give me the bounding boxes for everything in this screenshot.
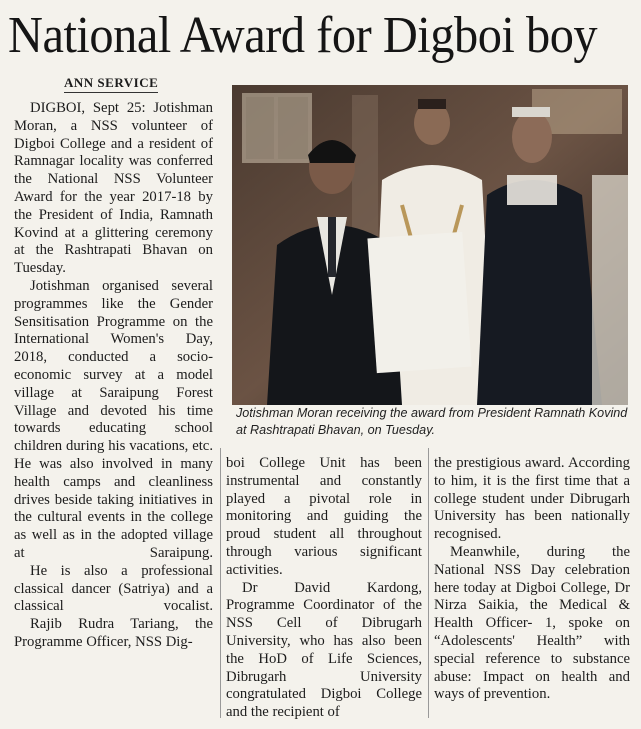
paragraph: Meanwhile, during the National NSS Day celebration here today at Digboi College, Dr Nirza Saikia, the Medical & Health Officer- 1, spoke on “Adolescents' Health” with special reference to substance abuse: Impact on health and ways of prevention. — [434, 543, 630, 703]
article-column-2 — [226, 455, 422, 722]
paragraph: DIGBOI, Sept 25: Jotishman Moran, a NSS volunteer of Digboi College and a resident of Ramnagar locality was conferred the National NSS Volunteer Award for the year 2017-18 by the President of India, Ramnath Kovind at a glittering ceremony at the Rashtrapati Bhavan on Tuesday. — [14, 100, 213, 277]
paragraph: the prestigious award. According to him, it is the first time that a college student under Dibrugarh University has been nationally recognised. — [434, 455, 630, 543]
photo — [232, 85, 628, 405]
paragraph: Dr David Kardong, Programme Coordinator of the NSS Cell of Dibrugarh University, who has also been the HoD of Life Sciences, Dibrugarh University congratulated Digboi College and the recipient of — [226, 579, 422, 721]
byline: ANN SERVICE — [64, 75, 158, 93]
certificate-icon — [367, 232, 471, 373]
paragraph: boi College Unit has been instrumental and constantly played a pivotal role in monitoring and guiding the proud student all throughout through various significant activities. — [226, 455, 422, 578]
paragraph: Jotishman organised several programmes like the Gender Sensitisation Programme on the International Women's Day, 2018, conducted a socio-economic survey at a model village at Saraipung Forest Village and devoted his time towards educating school children during his vacations, etc. He was also involved in many health camps and cleanliness drives beside taking initiatives in the cultural events in the college as well as in the adopted village at Saraipung. — [14, 277, 213, 561]
column-divider — [428, 448, 429, 718]
guard-figure-right — [592, 175, 628, 405]
article-column-3 — [434, 455, 630, 704]
article-column-1 — [14, 100, 213, 652]
headline: National Award for Digboi boy — [8, 7, 598, 64]
award-ceremony-photo — [232, 85, 628, 405]
column-divider — [220, 448, 221, 718]
paragraph: He is also a professional classical dancer (Satriya) and a classical vocalist. — [14, 562, 213, 615]
photo-caption: Jotishman Moran receiving the award from President Ramnath Kovind at Rashtrapati Bhavan, on Tuesday. — [236, 406, 628, 437]
paragraph: Rajib Rudra Tariang, the Programme Officer, NSS Dig- — [14, 616, 213, 650]
